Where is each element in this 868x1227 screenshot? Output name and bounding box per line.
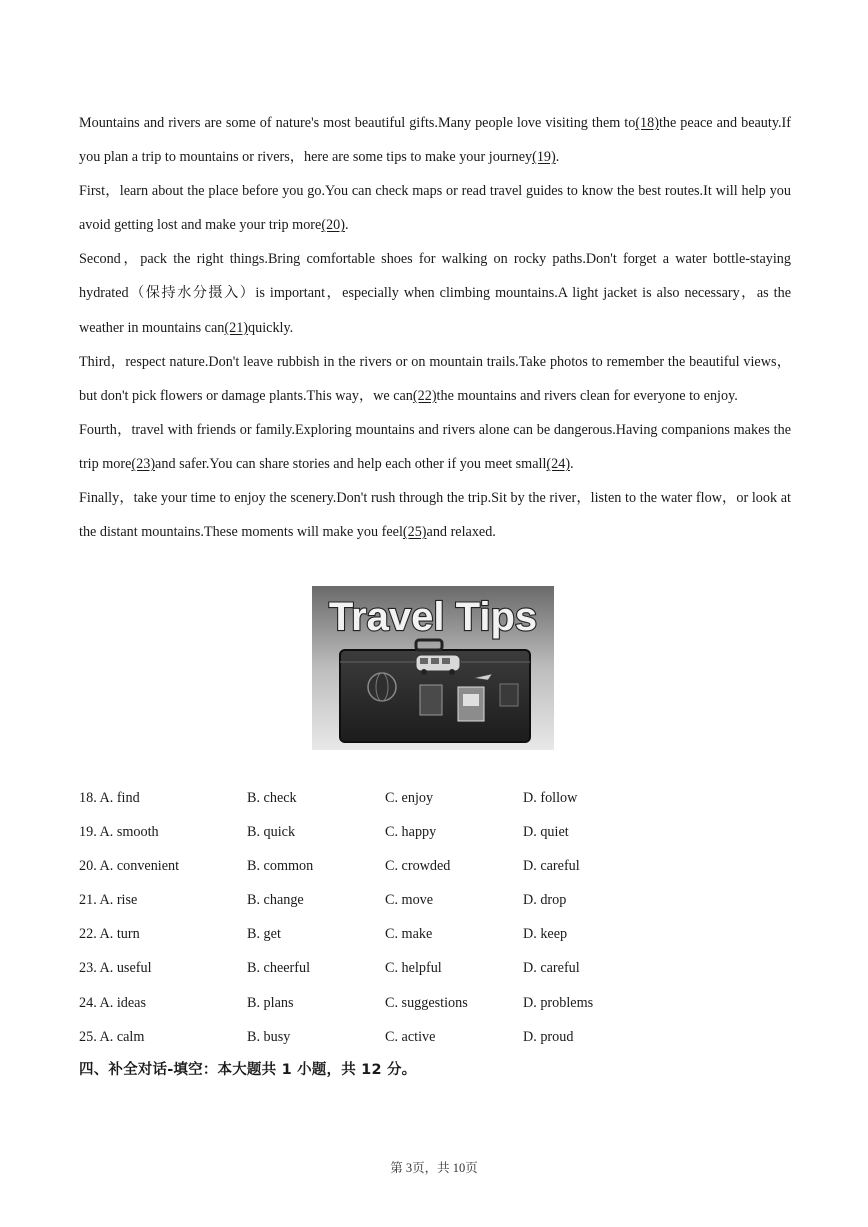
option-d: D. careful — [523, 858, 580, 875]
passage-text: the peace and beauty.If you plan a trip to mountains or rivers，here are some tips to make your journey — [79, 115, 791, 166]
option-a: 19. A. smooth — [79, 824, 159, 841]
blank-24: (24) — [546, 455, 571, 472]
option-c: C. crowded — [385, 858, 451, 875]
passage-text: First，learn about the place before you go.You can check maps or read travel guides to know the best routes.It will help you avoid getting lost and make your trip more — [79, 183, 791, 234]
blank-20: (20) — [321, 217, 345, 234]
travel-tips-image — [312, 586, 554, 750]
option-a: 20. A. convenient — [79, 858, 180, 875]
page-footer: 第 3页，共 10页 — [390, 1161, 478, 1175]
option-b: B. cheerful — [247, 960, 311, 977]
image-title: Travel Tips — [328, 595, 538, 639]
option-b: B. get — [247, 926, 281, 943]
paragraph-first — [79, 174, 791, 242]
passage-text: Fourth，travel with friends or family.Exploring mountains and rivers alone can be dangerous.Having companions makes the trip more — [79, 421, 791, 472]
option-a: 22. A. turn — [79, 926, 140, 943]
cloze-passage — [79, 106, 791, 549]
blank-22: (22) — [412, 387, 437, 404]
option-b: B. check — [247, 790, 297, 806]
option-c: C. suggestions — [385, 994, 468, 1011]
paragraph-finally — [79, 481, 791, 549]
option-c: C. active — [385, 1028, 436, 1045]
option-d: D. keep — [523, 926, 568, 943]
option-d: D. problems — [523, 994, 594, 1011]
globe-sticker-icon — [368, 673, 396, 701]
stamp-sticker-icon — [420, 685, 442, 715]
passage-text: Finally，take your time to enjoy the scenery.Don't rush through the trip.Sit by the river，listen to the water flow，or look at the distant mountains.These moments will make you feel — [79, 490, 791, 541]
passage-text: . — [555, 149, 560, 166]
option-c: C. helpful — [385, 960, 442, 977]
passage-text: the mountains and rivers clean for everyone to enjoy. — [436, 387, 738, 404]
option-b: B. plans — [247, 994, 294, 1011]
paragraph-intro — [79, 106, 791, 174]
blank-21: (21) — [224, 319, 249, 336]
option-c: C. make — [385, 926, 433, 943]
passage-text: . — [344, 217, 349, 234]
option-c: C. enjoy — [385, 790, 434, 806]
option-a: 23. A. useful — [79, 960, 152, 977]
option-d: D. quiet — [523, 824, 569, 841]
blank-23: (23) — [131, 455, 156, 472]
blank-25: (25) — [402, 524, 427, 541]
option-b: B. common — [247, 858, 314, 875]
paragraph-third — [79, 345, 791, 413]
passage-text: . — [570, 455, 574, 472]
option-d: D. proud — [523, 1028, 574, 1045]
travel-tips-illustration — [312, 586, 554, 750]
option-b: B. change — [247, 892, 304, 909]
paragraph-second — [79, 242, 791, 344]
passage-text: quickly. — [248, 319, 294, 336]
option-d: D. careful — [523, 960, 580, 977]
paragraph-fourth — [79, 413, 791, 481]
option-d: D. follow — [523, 790, 578, 806]
passage-text: and relaxed. — [426, 524, 496, 541]
blank-19: (19) — [532, 149, 556, 166]
option-b: B. quick — [247, 824, 296, 841]
blank-18: (18) — [635, 115, 659, 131]
option-d: D. drop — [523, 892, 567, 909]
passage-text: Second，pack the right things.Bring comfortable shoes for walking on rocky paths.Don't forget a water bottle-staying hydrated（保持水分摄入）is important，especially when climbing mountains.A light jacket is also necessary，as the weather in mountains can — [79, 251, 791, 336]
passage-text: and safer.You can share stories and help each other if you meet small — [155, 455, 547, 472]
passage-text: Third，respect nature.Don't leave rubbish in the rivers or on mountain trails.Take photos to remember the beautiful views，but don't pick flowers or damage plants.This way，we can — [79, 353, 791, 404]
option-a: 24. A. ideas — [79, 994, 146, 1011]
section-heading: 四、补全对话-填空：本大题共 1 小题，共 12 分。 — [79, 1062, 417, 1078]
option-a: 25. A. calm — [79, 1028, 145, 1045]
option-c: C. happy — [385, 824, 437, 841]
option-c: C. move — [385, 892, 434, 909]
option-b: B. busy — [247, 1028, 291, 1045]
option-a: 21. A. rise — [79, 892, 138, 909]
option-a: 18. A. find — [79, 790, 140, 806]
passage-text: Mountains and rivers are some of nature's most beautiful gifts.Many people love visiting them to — [79, 115, 636, 131]
